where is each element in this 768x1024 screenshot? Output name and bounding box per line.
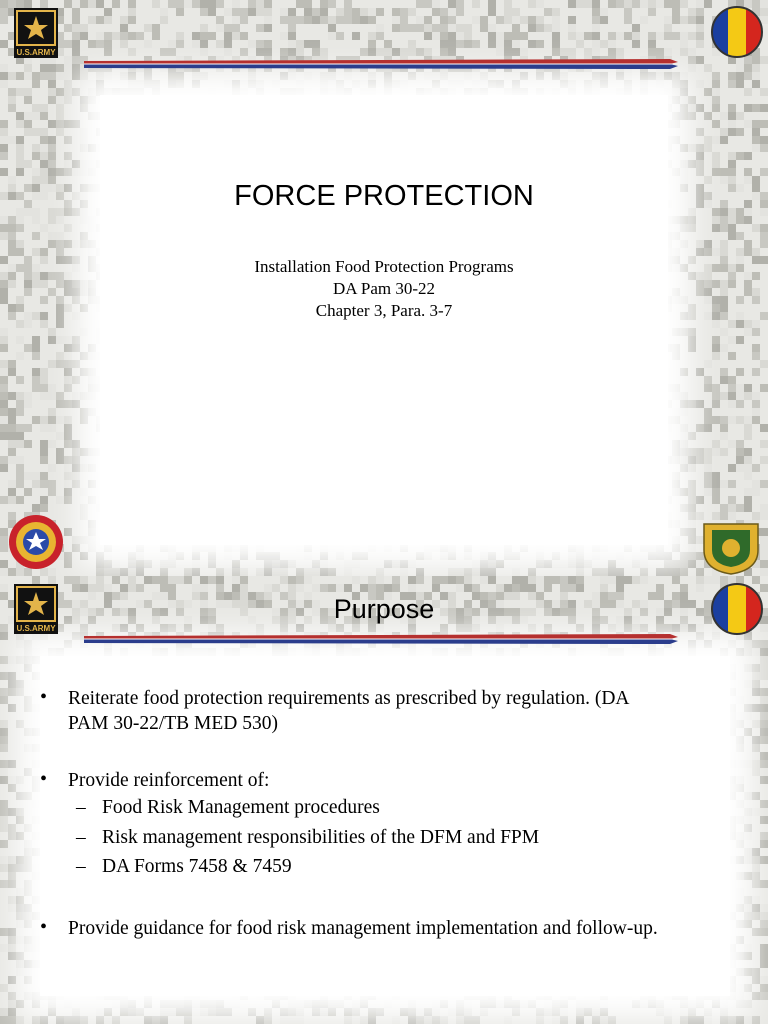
bullet-text: Reiterate food protection requirements as prescribed by regulation. (DA bbox=[68, 688, 630, 709]
subtitle-line: DA Pam 30-22 bbox=[333, 279, 435, 298]
sub-item-text: Food Risk Management procedures bbox=[102, 797, 380, 818]
bullet-item bbox=[40, 768, 730, 793]
bullet-item bbox=[40, 916, 730, 941]
bullet-item bbox=[40, 686, 730, 736]
slide-title-text: Purpose bbox=[333, 594, 435, 624]
sub-item-text: DA Forms 7458 & 7459 bbox=[102, 856, 292, 877]
sub-item-text: Risk management responsibilities of the DFM and FPM bbox=[102, 826, 540, 848]
divider-rule bbox=[84, 634, 678, 644]
bullet-icon: • bbox=[40, 768, 48, 790]
logo-text: U.S.ARMY bbox=[16, 48, 56, 57]
subtitle-line: Installation Food Protection Programs bbox=[254, 257, 514, 276]
divider-rule bbox=[84, 59, 678, 69]
bullet-text: Provide guidance for food risk management implementation and follow-up. bbox=[68, 917, 658, 939]
bullet-icon: • bbox=[40, 686, 48, 708]
sub-item bbox=[40, 852, 730, 882]
unit-crest-left bbox=[6, 512, 66, 572]
slide-purpose bbox=[0, 576, 768, 1024]
bullet-text: Provide reinforcement of: bbox=[68, 770, 270, 791]
sub-item bbox=[40, 823, 730, 853]
dash-icon: – bbox=[76, 826, 86, 848]
dash-icon: – bbox=[76, 856, 86, 877]
logo-text: U.S.ARMY bbox=[16, 624, 56, 633]
dash-icon: – bbox=[76, 797, 86, 818]
bullet-text: PAM 30-22/TB MED 530) bbox=[68, 713, 279, 734]
slide-title-text: FORCE PROTECTION bbox=[234, 180, 534, 212]
subtitle-block bbox=[0, 256, 768, 322]
subtitle-line: Chapter 3, Para. 3-7 bbox=[315, 301, 453, 320]
flag-badge bbox=[710, 5, 764, 59]
bullet-list bbox=[40, 686, 730, 941]
sub-item bbox=[40, 793, 730, 823]
us-army-logo bbox=[14, 8, 58, 58]
bullet-icon: • bbox=[40, 915, 48, 938]
unit-crest-right bbox=[698, 520, 764, 576]
